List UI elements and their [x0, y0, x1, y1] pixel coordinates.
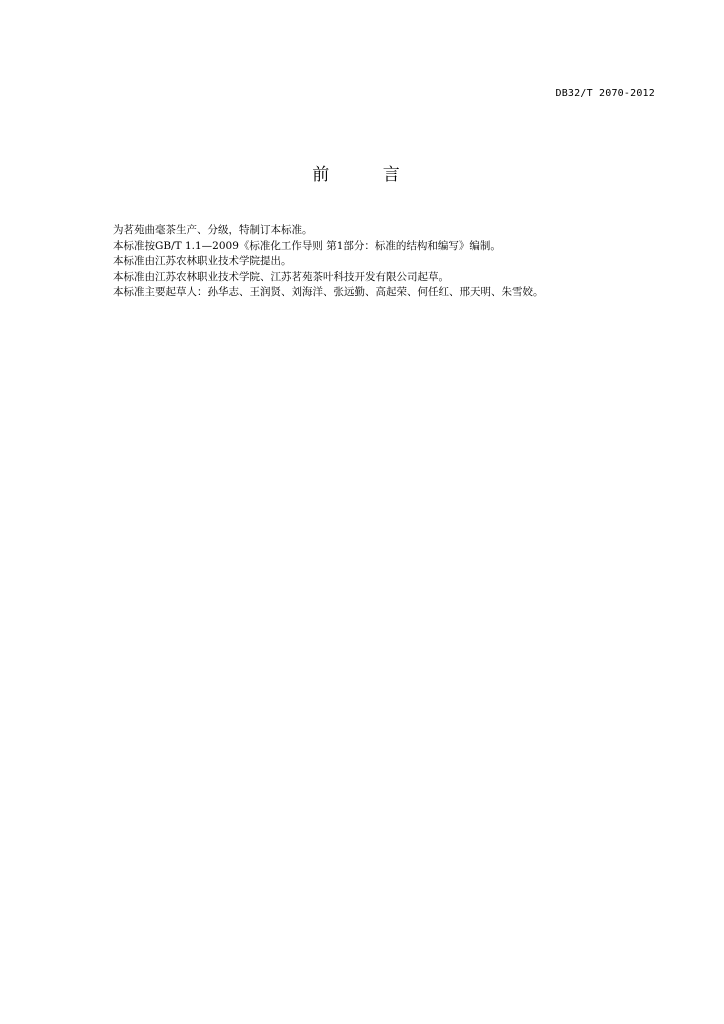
paragraph-drafting-units: 本标准由江苏农林职业技术学院、江苏茗苑茶叶科技开发有限公司起草。 — [113, 270, 449, 283]
foreword-body — [113, 223, 673, 301]
paragraph-drafting-rules: 本标准按GB/T 1.1—2009《标准化工作导则 第1部分：标准的结构和编写》编制。 — [113, 239, 501, 252]
paragraph-proposer: 本标准由江苏农林职业技术学院提出。 — [113, 255, 292, 267]
standard-code: DB32/T 2070-2012 — [555, 88, 655, 99]
paragraph-purpose: 为茗苑曲毫茶生产、分级，特制订本标准。 — [113, 224, 313, 236]
page-title: 前 言 — [312, 165, 424, 185]
paragraph-drafters: 本标准主要起草人：孙华志、王润贤、刘海洋、张远勤、高起荣、何任红、邢天明、朱雪姣。 — [113, 286, 544, 298]
